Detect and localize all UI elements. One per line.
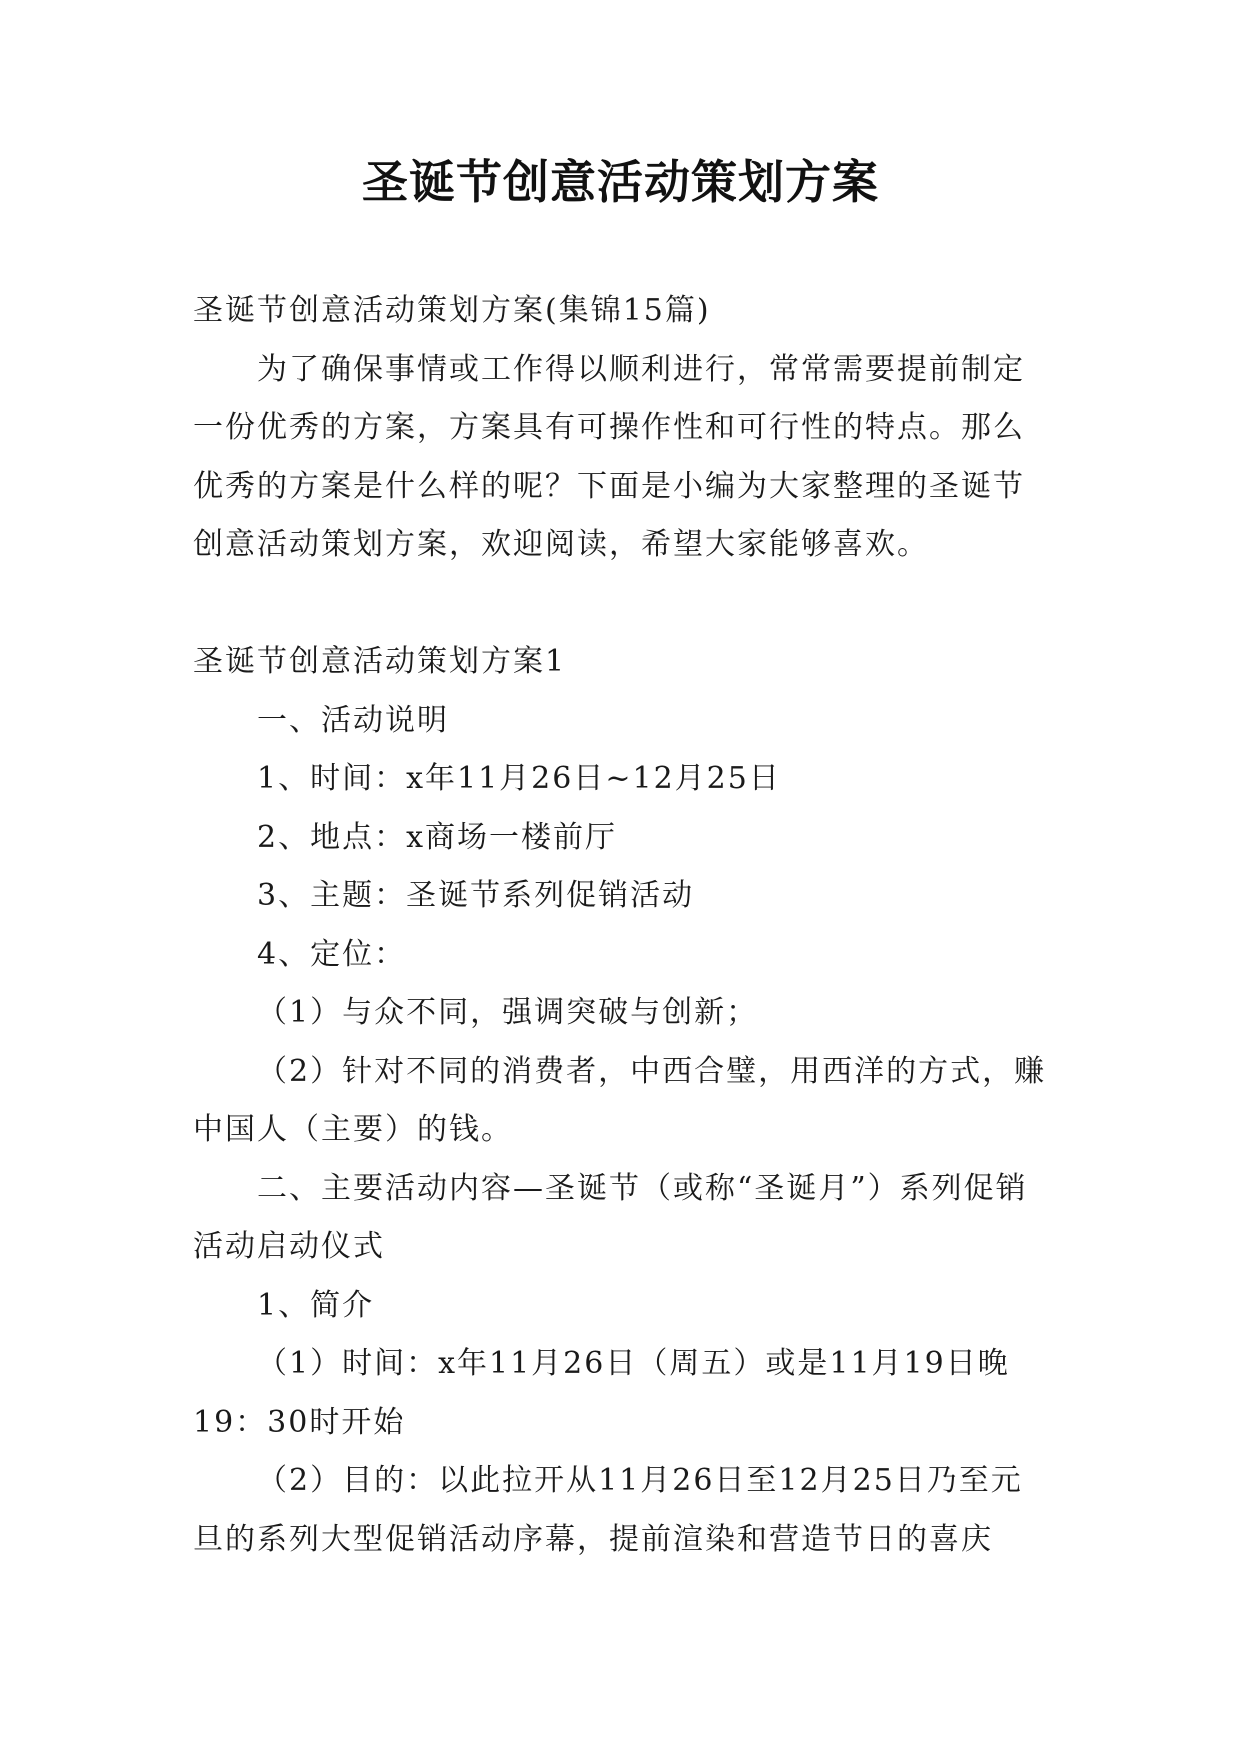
paragraph: 4、定位：: [257, 936, 407, 972]
paragraph: 一、活动说明: [257, 702, 449, 738]
section-heading: 圣诞节创意活动策划方案1: [193, 644, 567, 679]
paragraph-gap: [193, 575, 1053, 634]
paragraph: 3、主题：圣诞节系列促销活动: [257, 878, 695, 913]
paragraph: 2、地点：x商场一楼前厅: [257, 819, 618, 855]
intro-paragraph: 为了确保事情或工作得以顺利进行，常常需要提前制定一份优秀的方案，方案具有可操作性和可行性的特点。那么优秀的方案是什么样的呢？下面是小编为大家整理的圣诞节创意活动策划方案，欢迎阅读，希望大家能够喜欢。: [193, 351, 1025, 562]
paragraph: （2）针对不同的消费者，中西合璧，用西洋的方式，赚中国人（主要）的钱。: [193, 1053, 1047, 1147]
document-title: 圣诞节创意活动策划方案: [362, 155, 879, 209]
paragraph: （2）目的：以此拉开从11月26日至12月25日乃至元旦的系列大型促销活动序幕，提前渲染和营造节日的喜庆: [193, 1463, 1023, 1557]
paragraph: （1）时间：x年11月26日（周五）或是11月19日晚19：30时开始: [193, 1346, 1010, 1440]
document-body: [193, 282, 1053, 1569]
paragraph: （1）与众不同，强调突破与创新；: [257, 995, 759, 1030]
document-subtitle: 圣诞节创意活动策划方案(集锦15篇): [193, 293, 711, 328]
paragraph: 二、主要活动内容—圣诞节（或称“圣诞月”）系列促销活动启动仪式: [193, 1170, 1028, 1264]
paragraph: 1、简介: [257, 1287, 375, 1323]
paragraph: 1、时间：x年11月26日~12月25日: [257, 761, 781, 796]
